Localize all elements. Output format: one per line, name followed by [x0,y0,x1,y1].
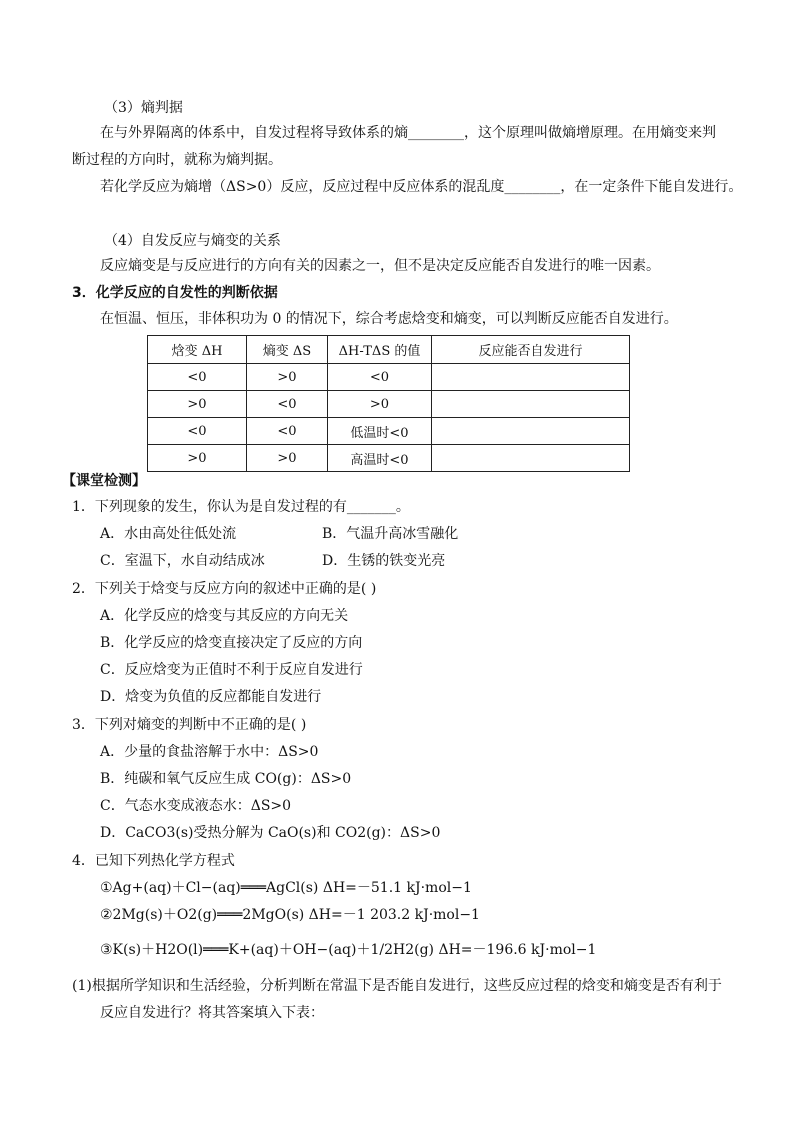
option-b: B．纯碳和氧气反应生成 CO(g)：ΔS>0 [100,771,352,787]
section-heading: 3．化学反应的自发性的判断依据 [72,285,278,301]
table-cell [432,391,630,418]
option-a: A．少量的食盐溶解于水中：ΔS>0 [100,744,319,760]
table-cell: >0 [247,445,328,472]
question-2-stem: 2．下列关于焓变与反应方向的叙述中正确的是( ) [72,581,377,597]
option-a: A．化学反应的焓变与其反应的方向无关 [100,608,349,624]
table-header-cell: 熵变 ΔS [247,336,328,364]
table-header-row [148,336,630,364]
paragraph: 在与外界隔离的体系中，自发过程将导致体系的熵________，这个原理叫做熵增原理。在用熵变来判 [100,125,716,141]
question-3-stem: 3．下列对熵变的判断中不正确的是( ) [72,717,307,733]
option-a: A．水由高处往低处流 [100,526,237,542]
table-cell: <0 [247,418,328,445]
option-c: C．室温下，水自动结成冰 [100,553,265,569]
option-d: D．CaCO3(s)受热分解为 CaO(s)和 CO2(g)：ΔS>0 [100,825,441,841]
equation-1: ①Ag+(aq)＋Cl−(aq)═══AgCl(s) ΔH=－51.1 kJ·mol−1 [100,880,472,896]
sub-question-1: (1)根据所学知识和生活经验，分析判断在常温下是否能自发进行，这些反应过程的焓变和熵变是否有利于 [72,978,722,994]
table-cell [432,445,630,472]
table-cell: >0 [148,391,247,418]
table-cell: 高温时<0 [328,445,432,472]
table-cell [432,418,630,445]
paragraph: 在恒温、恒压，非体积功为 0 的情况下，综合考虑焓变和熵变，可以判断反应能否自发进行。 [100,311,678,327]
table-header-cell: 反应能否自发进行 [432,336,630,364]
table-header-cell: 焓变 ΔH [148,336,247,364]
table-header-cell: ΔH-TΔS 的值 [328,336,432,364]
option-d: D．焓变为负值的反应都能自发进行 [100,689,322,705]
table-cell: <0 [328,364,432,391]
classroom-check-heading: 【课堂检测】 [62,473,146,489]
table-row [148,391,630,418]
equation-3: ③K(s)＋H2O(l)═══K+(aq)＋OH−(aq)＋1/2H2(g) ΔH=－196.6 kJ·mol−1 [100,942,597,958]
question-1-stem: 1．下列现象的发生，你认为是自发过程的有_______。 [72,499,410,515]
section-3-heading: （3）熵判据 [104,100,183,116]
option-b: B．化学反应的焓变直接决定了反应的方向 [100,635,363,651]
table-cell: <0 [148,364,247,391]
option-b: B．气温升高冰雪融化 [322,526,459,542]
table-cell [432,364,630,391]
sub-question-1-cont: 反应自发进行？将其答案填入下表： [100,1005,324,1021]
section-4-heading: （4）自发反应与熵变的关系 [104,233,281,249]
entropy-criteria-table [147,335,630,472]
option-c: C．气态水变成液态水：ΔS>0 [100,798,292,814]
table-cell: <0 [247,391,328,418]
question-4-stem: 4．已知下列热化学方程式 [72,853,235,869]
table-cell: >0 [328,391,432,418]
table-row [148,364,630,391]
paragraph: 若化学反应为熵增（ΔS>0）反应，反应过程中反应体系的混乱度________，在一定条件下能自发进行。 [100,179,743,195]
paragraph: 反应熵变是与反应进行的方向有关的因素之一，但不是决定反应能否自发进行的唯一因素。 [100,258,660,274]
option-d: D．生锈的铁变光亮 [322,553,446,569]
table-row [148,445,630,472]
table-cell: 低温时<0 [328,418,432,445]
paragraph: 断过程的方向时，就称为熵判据。 [72,152,282,168]
option-c: C．反应焓变为正值时不利于反应自发进行 [100,662,363,678]
table-cell: >0 [247,364,328,391]
table-cell: >0 [148,445,247,472]
table-row [148,418,630,445]
table-cell: <0 [148,418,247,445]
equation-2: ②2Mg(s)＋O2(g)═══2MgO(s) ΔH=－1 203.2 kJ·mol−1 [100,907,480,923]
